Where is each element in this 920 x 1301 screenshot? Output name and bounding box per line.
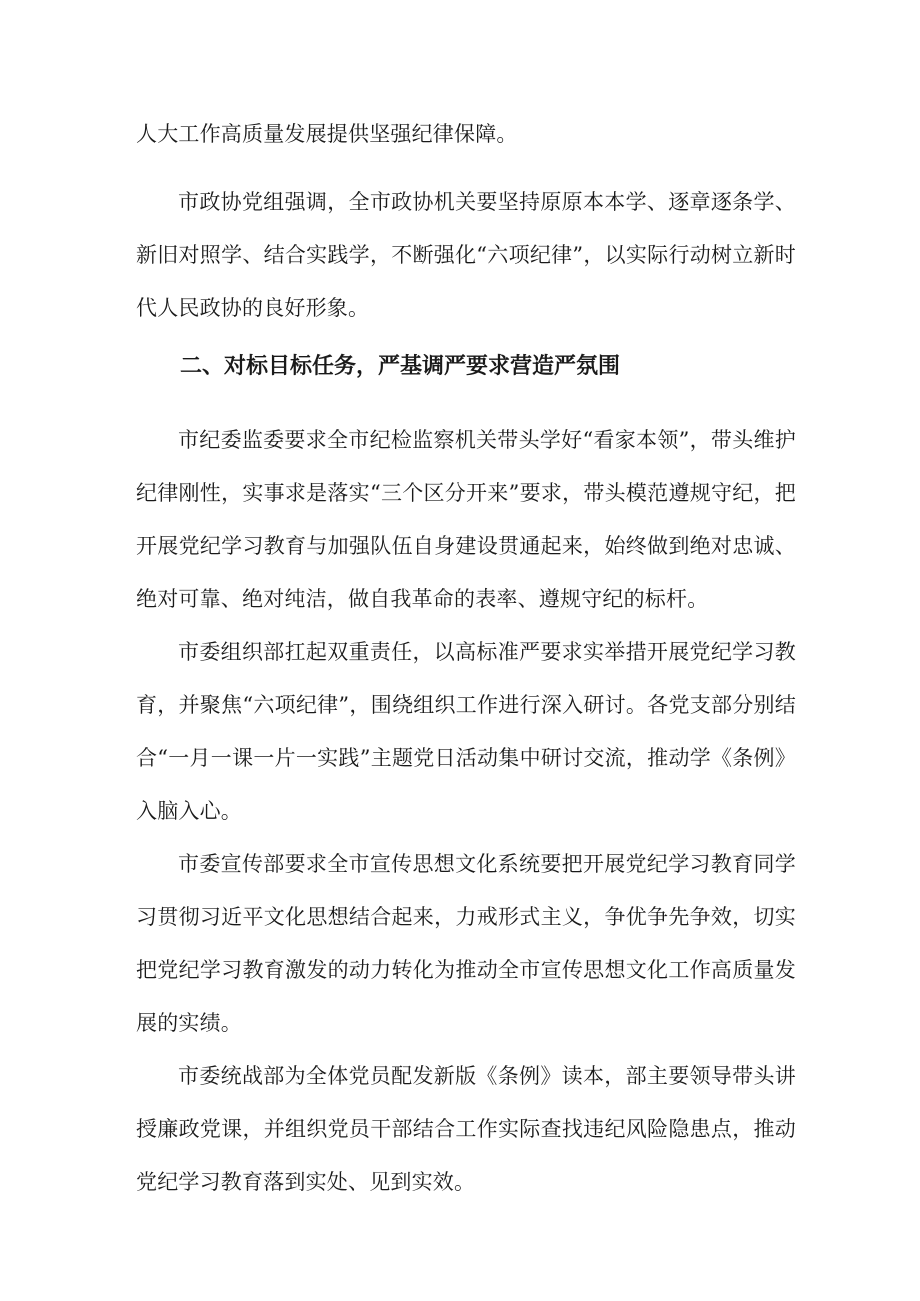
paragraph-united-front-dept: 市委统战部为全体党员配发新版《条例》读本，部主要领导带头讲授廉政党课，并组织党员干部结合工作实际查找违纪风险隐患点，推动党纪学习教育落到实处、见到实效。 [136, 1064, 796, 1194]
paragraph-publicity-dept: 市委宣传部要求全市宣传思想文化系统要把开展党纪学习教育同学习贯彻习近平文化思想结合起来，力戒形式主义，争优争先争效，切实把党纪学习教育激发的动力转化为推动全市宣传思想文化工作高质量发展的实绩。 [136, 852, 796, 1035]
section-heading: 二、对标目标任务，严基调严要求营造严氛围 [180, 354, 621, 379]
paragraph-cppcc: 市政协党组强调，全市政协机关要坚持原原本本学、逐章逐条学、新旧对照学、结合实践学，不断强化“六项纪律”，以实际行动树立新时代人民政协的良好形象。 [136, 190, 796, 320]
paragraph-discipline-commission: 市纪委监委要求全市纪检监察机关带头学好“看家本领”，带头维护纪律刚性，实事求是落实“三个区分开来”要求，带头模范遵规守纪，把开展党纪学习教育与加强队伍自身建设贯通起来，始终做到绝对忠诚、绝对可靠、绝对纯洁，做自我革命的表率、遵规守纪的标杆。 [136, 428, 796, 611]
paragraph-organization-dept: 市委组织部扛起双重责任，以高标准严要求实举措开展党纪学习教育，并聚焦“六项纪律”，围绕组织工作进行深入研讨。各党支部分别结合“一月一课一片一实践”主题党日活动集中研讨交流，推动学《条例》入脑入心。 [136, 640, 796, 823]
paragraph-continuation: 人大工作高质量发展提供坚强纪律保障。 [136, 122, 518, 146]
